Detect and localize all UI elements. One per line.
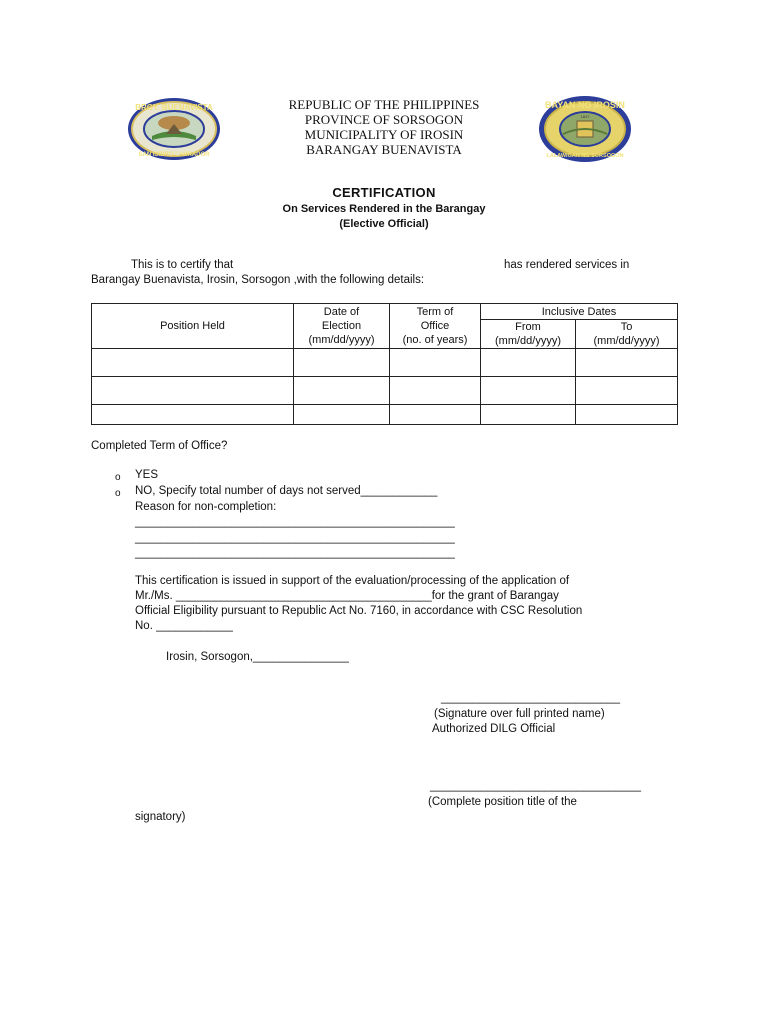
header-date-of-election: [294, 304, 390, 349]
table-cell[interactable]: [294, 377, 390, 405]
intro-text-continued: has rendered services in: [504, 259, 630, 271]
right-seal-bottom-text: LALAWIGAN NG SORSOGON: [546, 153, 624, 159]
left-seal-top-text: BRGY. BUENAVISTA: [135, 103, 213, 112]
document-subtitle: On Services Rendered in the Barangay: [282, 203, 486, 215]
table-cell[interactable]: [576, 405, 678, 425]
table-row: [92, 377, 678, 405]
table-cell[interactable]: [92, 405, 294, 425]
table-cell[interactable]: [481, 405, 576, 425]
table-row: [92, 405, 678, 425]
header-to: [576, 320, 678, 349]
completed-term-question: Completed Term of Office?: [91, 440, 228, 452]
signatory-role: Authorized DILG Official: [432, 723, 556, 735]
letterhead-line-1: REPUBLIC OF THE PHILIPPINES: [288, 97, 480, 112]
date-of-election-line-3: (mm/dd/yyyy): [308, 334, 375, 346]
table-cell[interactable]: [92, 349, 294, 377]
table-cell[interactable]: [390, 405, 481, 425]
term-of-office-line-3: (no. of years): [402, 334, 468, 346]
position-label: (Complete position title of the: [428, 796, 577, 808]
document-subtitle-official: (Elective Official): [339, 218, 429, 230]
to-line-1: To: [620, 321, 633, 333]
table-cell[interactable]: [294, 349, 390, 377]
reason-line-2[interactable]: __________________________________________________: [135, 532, 455, 544]
from-line-1: From: [515, 321, 541, 333]
intro-text: This is to certify that: [131, 259, 234, 271]
term-of-office-line-1: Term of: [416, 306, 454, 318]
place-and-date: Irosin, Sorsogon,_______________: [166, 651, 349, 663]
date-of-election-line-1: Date of: [323, 306, 360, 318]
left-seal-bottom-text: SAN ISIDRO LABRADOR: [138, 152, 210, 158]
reason-label: Reason for non-completion:: [135, 501, 277, 513]
table-row: [92, 349, 678, 377]
reason-line-1[interactable]: __________________________________________________: [135, 516, 455, 528]
signature-label: (Signature over full printed name): [434, 708, 605, 720]
document-title: CERTIFICATION: [332, 185, 436, 200]
from-line-2: (mm/dd/yyyy): [495, 335, 561, 347]
header-term-of-office: [390, 304, 481, 349]
position-label-continued: signatory): [135, 811, 186, 823]
purpose-line-4: No. ____________: [135, 620, 233, 632]
letterhead-line-3: MUNICIPALITY OF IROSIN: [304, 127, 464, 142]
yes-option-bullet[interactable]: o: [115, 472, 121, 483]
letterhead-line-2: PROVINCE OF SORSOGON: [304, 112, 464, 127]
no-option-bullet[interactable]: o: [115, 488, 121, 499]
table-cell[interactable]: [576, 377, 678, 405]
table-cell[interactable]: [294, 405, 390, 425]
right-seal-year: 1847: [580, 114, 590, 119]
table-cell[interactable]: [390, 377, 481, 405]
table-cell[interactable]: [390, 349, 481, 377]
reason-line-3[interactable]: __________________________________________________: [135, 547, 455, 559]
table-cell[interactable]: [576, 349, 678, 377]
signature-line[interactable]: ____________________________: [441, 692, 621, 704]
header-position-held: Position Held: [92, 304, 294, 349]
right-seal-top-text: BAYAN NG IROSIN: [545, 100, 625, 110]
date-of-election-line-2: Election: [321, 320, 362, 332]
intro-text-line-2: Barangay Buenavista, Irosin, Sorsogon ,with the following details:: [91, 274, 425, 286]
table-cell[interactable]: [92, 377, 294, 405]
header-inclusive-dates: Inclusive Dates: [481, 304, 678, 320]
header-from: [481, 320, 576, 349]
table-cell[interactable]: [481, 377, 576, 405]
to-line-2: (mm/dd/yyyy): [593, 335, 660, 347]
purpose-line-1: This certification is issued in support of the evaluation/processing of the application of: [135, 575, 570, 587]
no-option-label: NO, Specify total number of days not served____________: [135, 485, 438, 497]
letterhead-line-4: BARANGAY BUENAVISTA: [306, 142, 462, 157]
term-of-office-line-2: Office: [420, 320, 450, 332]
service-details-table: [91, 303, 678, 425]
letterhead: [0, 97, 768, 157]
purpose-line-2: Mr./Ms. ________________________________________for the grant of Barangay: [135, 590, 559, 602]
purpose-line-3: Official Eligibility pursuant to Republic Act No. 7160, in accordance with CSC Resolution: [135, 605, 583, 617]
position-line[interactable]: _________________________________: [430, 780, 642, 792]
yes-option-label: YES: [135, 469, 159, 481]
table-cell[interactable]: [481, 349, 576, 377]
